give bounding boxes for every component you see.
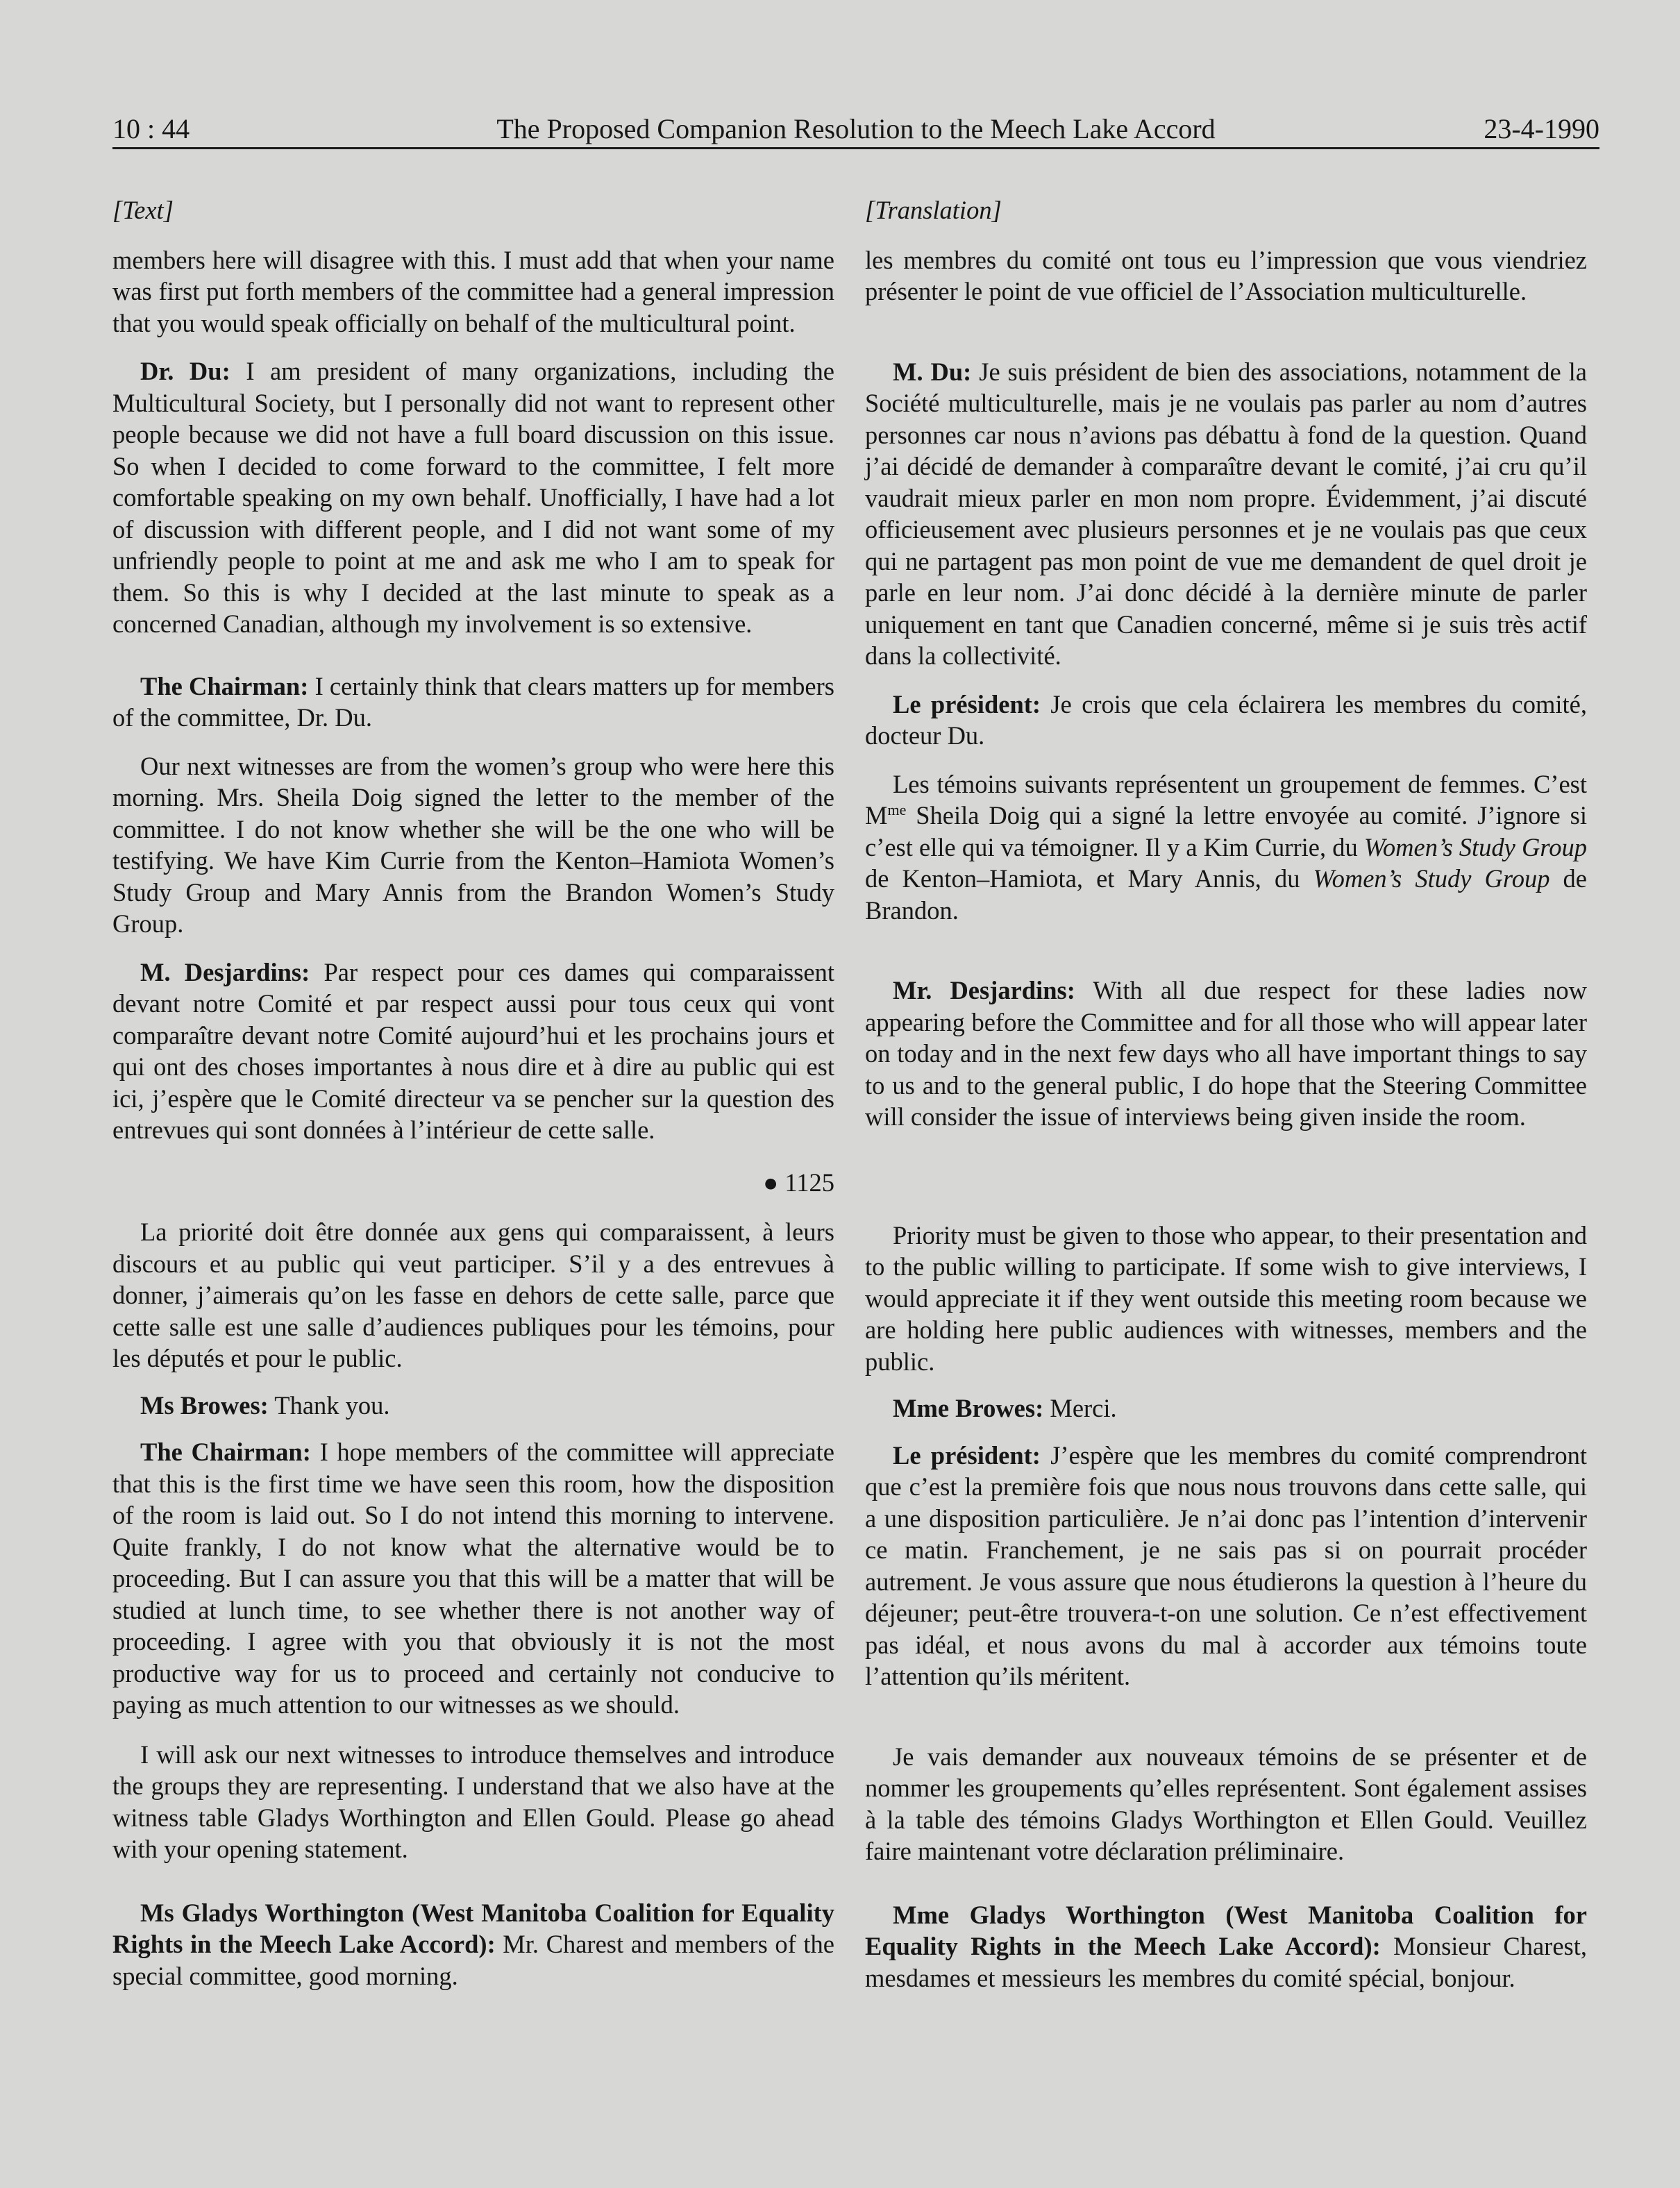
speech-president: Le président: Je crois que cela éclairera les membres du comité, docteur Du. — [865, 689, 1587, 750]
speech-mme-worthington: Mme Gladys Worthington (West Manitoba Coalition for Equality Rights in the Meech Lake Accord): Monsieur Charest, mesdames et messieurs les membres du comité spécial, bonjour. — [865, 1900, 1587, 1992]
paragraph: Priority must be given to those who appear, to their presentation and to the public willing to participate. If some wish to give interviews, I would appreciate it if they went outside this meeting room because we are holding here public audiences with witnesses, members and the public. — [865, 1220, 1587, 1376]
translation-tag: [Translation] — [865, 196, 1002, 224]
paragraph: Les témoins suivants représentent un groupement de femmes. C’est $M^{me}$ Sheila Doig qui a signé la lettre envoyée au comité. J’ignore si c’est elle qui va témoigner. Il y a Kim Currie, du Women’s Study Group de Kenton–Hamiota, et Mary Annis, du Women’s Study Group de Brandon. — [865, 769, 1587, 925]
speech-worthington: Ms Gladys Worthington (West Manitoba Coalition for Equality Rights in the Meech Lake Accord): Mr. Charest and members of the special committee, good morning. — [112, 1898, 834, 1990]
speaker-name: Mr. Desjardins: — [893, 976, 1075, 1004]
time-marker: ● 1125 — [763, 1168, 834, 1197]
speaker-name: M. Desjardins: — [140, 957, 310, 986]
paragraph: members here will disagree with this. I must add that when your name was first put forth members of the committee had a general impression that you would speak officially on behalf of the multicultural point. — [112, 245, 834, 337]
speech-browes: Ms Browes: Thank you. — [140, 1390, 390, 1420]
paragraph: La priorité doit être donnée aux gens qui comparaissent, à leurs discours et au public qui veut participer. S’il y a des entrevues à donner, j’aimerais qu’on les fasse en dehors de cette salle, parce que cette salle est une salle d’audiences publiques pour les témoins, pour les députés et pour le public. — [112, 1218, 834, 1372]
speaker-name: Le président: — [893, 1440, 1041, 1470]
left-column — [112, 194, 834, 1992]
speech-m-du: M. Du: Je suis président de bien des associations, notamment de la Société multiculturelle, mais je ne voulais pas parler au nom d’autres personnes car nous n’avions pas débattu à fond de la question. Quand j’ai décidé de demander à comparaître devant le comité, j’ai cru qu’il vaudrait mieux parler en mon nom propre. Évidemment, j’ai discuté officieusement avec plusieurs personnes et je ne voulais pas que ceux qui ne partagent pas mon point de vue me demandent de quel droit je parle en leur nom. J’ai donc décidé à la dernière minute de parler uniquement en tant que Canadien concerné, même si je suis très actif dans la collectivité. — [865, 357, 1587, 670]
paragraph: Our next witnesses are from the women’s group who were here this morning. Mrs. Sheila Doig signed the letter to the member of the committee. I do not know whether she will be the one who will be testifying. We have Kim Currie from the Kenton–Hamiota Women’s Study Group and Mary Annis from the Brandon Women’s Study Group. — [112, 751, 834, 938]
speech-dr-du: Dr. Du: I am president of many organizations, including the Multicultural Society, but I personally did not want to represent other people because we did not have a full board discussion on this issue. So when I decided to come forward to the committee, I felt more comfortable speaking on my own behalf. Unofficially, I have had a lot of discussion with different people, and I did not want some of my unfriendly people to point at me and ask me who I am to speak for them. So this is why I decided at the last minute to speak as a concerned Canadian, although my involvement is so extensive. — [112, 357, 834, 638]
paragraph: I will ask our next witnesses to introduce themselves and introduce the groups they are representing. I understand that we also have at the witness table Gladys Worthington and Ellen Gould. Please go ahead with your opening statement. — [112, 1740, 834, 1863]
speech-chairman: The Chairman: I certainly think that clears matters up for members of the committee, Dr. Du. — [112, 671, 834, 732]
speech-mme-browes: Mme Browes: Merci. — [893, 1394, 1117, 1422]
speaker-name: Mme Gladys Worthington (West Manitoba Coalition for Equality Rights in the Meech Lake Accord): — [865, 1900, 1587, 1960]
speech-desjardins: M. Desjardins: Par respect pour ces dames qui comparaissent devant notre Comité et par respect aussi pour tous ceux qui vont comparaître devant notre Comité aujourd’hui et les prochains jours et qui ont des choses importantes à nous dire et à dire au public qui est ici, j’espère que le Comité directeur va se pencher sur la question des entrevues qui sont données à l’intérieur de cette salle. — [112, 957, 834, 1144]
page-number: 10 : 44 — [112, 113, 190, 144]
speech-chairman-2: The Chairman: I hope members of the committee will appreciate that this is the first time we have seen this room, how the disposition of the room is laid out. So I do not intend this morning to intervene. Quite frankly, I do not know what the alternative would be to proceeding. But I can assure you that this will be a matter that will be studied at lunch time, to see whether there is not another way of proceeding. I agree with you that obviously it is not the most productive way for us to proceed and certainly not conducive to paying as much attention to our witnesses as we should. — [112, 1438, 834, 1719]
speaker-name: Ms Gladys Worthington (West Manitoba Coalition for Equality Rights in the Meech Lake Accord): — [112, 1898, 834, 1958]
speaker-name: M. Du: — [893, 357, 972, 386]
speaker-name: The Chairman: — [140, 671, 309, 700]
speaker-name: Ms Browes: — [140, 1390, 269, 1420]
paragraph: Je vais demander aux nouveaux témoins de se présenter et de nommer les groupements qu’elles représentent. Sont également assises à la table des témoins Gladys Worthington et Ellen Gould. Veuillez faire maintenant votre déclaration préliminaire. — [865, 1742, 1587, 1865]
speaker-name: Dr. Du: — [140, 357, 230, 385]
speech-president-2: Le président: J’espère que les membres du comité comprendront que c’est la première fois que nous nous trouvons dans cette salle, qui a une disposition particulière. Je n’ai donc pas l’intention d’intervenir ce matin. Franchement, je ne sais pas si on pourrait procéder autrement. Je vous assure que nous étudierons la question à l’heure du déjeuner; peut-être trouvera-t-on une solution. Ce n’est effectivement pas idéal, et nous avons du mal à accorder aux témoins toute l’attention qu’ils méritent. — [865, 1440, 1587, 1690]
speaker-name: Le président: — [893, 689, 1041, 718]
page-header — [112, 111, 1599, 149]
text-tag: [Text] — [112, 196, 174, 224]
speech-desjardins-en: Mr. Desjardins: With all due respect for these ladies now appearing before the Committee and for all those who will appear later on today and in the next few days who all have important things to say to us and to the general public, I do hope that the Steering Committee will consider the issue of interviews being given inside the room. — [865, 976, 1587, 1131]
paragraph: les membres du comité ont tous eu l’impression que vous viendriez présenter le point de vue officiel de l’Association multiculturelle. — [865, 245, 1587, 305]
running-title: The Proposed Companion Resolution to the Meech Lake Accord — [496, 113, 1216, 144]
superscript: me — [887, 800, 907, 818]
speaker-name: The Chairman: — [140, 1438, 311, 1466]
speaker-name: Mme Browes: — [893, 1394, 1044, 1422]
header-date: 23-4-1990 — [1484, 113, 1599, 144]
right-column — [865, 194, 1587, 1994]
